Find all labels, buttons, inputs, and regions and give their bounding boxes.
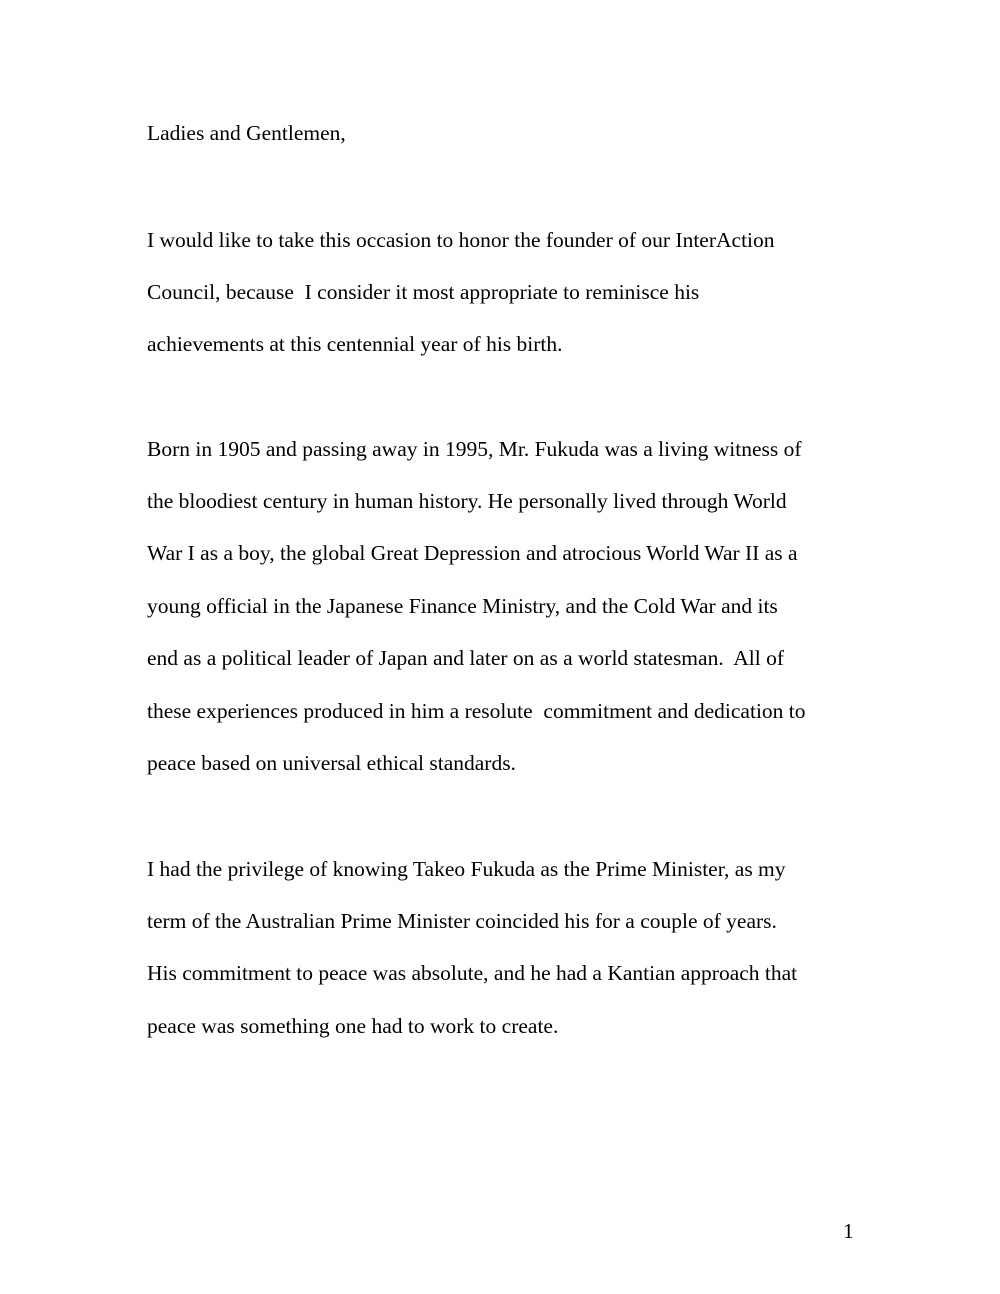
paragraph-line: end as a political leader of Japan and later on as a world statesman. All of bbox=[147, 646, 785, 670]
paragraph-line: achievements at this centennial year of his birth. bbox=[147, 332, 563, 356]
paragraph-line: young official in the Japanese Finance Ministry, and the Cold War and its bbox=[147, 594, 778, 618]
paragraph-line: term of the Australian Prime Minister coincided his for a couple of years. bbox=[147, 909, 777, 933]
paragraph-line: peace based on universal ethical standards. bbox=[147, 751, 516, 775]
paragraph-line: the bloodiest century in human history. He personally lived through World bbox=[147, 489, 787, 513]
paragraph-line: Born in 1905 and passing away in 1995, Mr. Fukuda was a living witness of bbox=[147, 437, 802, 461]
salutation: Ladies and Gentlemen, bbox=[147, 121, 346, 145]
paragraph-line: War I as a boy, the global Great Depression and atrocious World War II as a bbox=[147, 541, 798, 565]
paragraph-line: Council, because I consider it most appropriate to reminisce his bbox=[147, 280, 700, 304]
paragraph-line: I would like to take this occasion to honor the founder of our InterAction bbox=[147, 228, 775, 252]
paragraph-line: these experiences produced in him a resolute commitment and dedication to bbox=[147, 699, 806, 723]
page-number: 1 bbox=[843, 1219, 854, 1243]
paragraph-line: peace was something one had to work to create. bbox=[147, 1014, 559, 1038]
paragraph-line: His commitment to peace was absolute, and he had a Kantian approach that bbox=[147, 961, 798, 985]
paragraph-line: I had the privilege of knowing Takeo Fukuda as the Prime Minister, as my bbox=[147, 857, 786, 881]
